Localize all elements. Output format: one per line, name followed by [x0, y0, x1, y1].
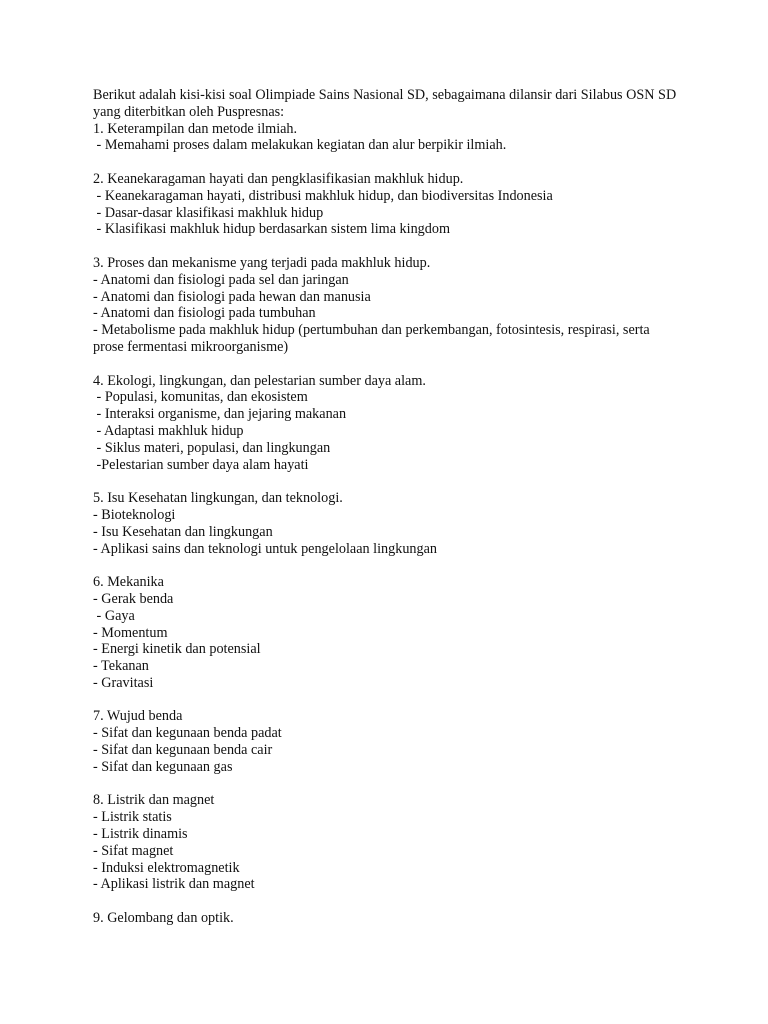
list-item: - Interaksi organisme, dan jejaring makanan: [93, 406, 347, 423]
section-heading: 1. Keterampilan dan metode ilmiah.: [93, 120, 298, 137]
list-item: - Klasifikasi makhluk hidup berdasarkan sistem lima kingdom: [93, 221, 450, 238]
list-item: - Listrik dinamis: [93, 826, 188, 843]
section-heading: 4. Ekologi, lingkungan, dan pelestarian sumber daya alam.: [93, 372, 426, 389]
section-heading: 6. Mekanika: [93, 574, 164, 591]
section-2: [93, 171, 683, 238]
list-item: - Sifat magnet: [93, 842, 174, 859]
list-item: - Metabolisme pada makhluk hidup (pertumbuhan dan perkembangan, fotosintesis, respirasi, serta prose fermentasi mikroorganisme): [93, 322, 650, 355]
section-1: [93, 121, 683, 155]
list-item: - Sifat dan kegunaan benda cair: [93, 742, 273, 759]
list-item: - Energi kinetik dan potensial: [93, 641, 261, 658]
list-item: - Gerak benda: [93, 590, 174, 607]
list-item: - Tekanan: [93, 658, 149, 675]
section-heading: 8. Listrik dan magnet: [93, 792, 215, 809]
section-5: [93, 490, 683, 557]
section-6: [93, 574, 683, 692]
section-heading: 7. Wujud benda: [93, 708, 183, 725]
list-item: - Aplikasi listrik dan magnet: [93, 876, 255, 893]
section-heading: 9. Gelombang dan optik.: [93, 910, 234, 927]
list-item: - Induksi elektromagnetik: [93, 859, 240, 876]
list-item: - Gaya: [93, 607, 135, 624]
list-item: - Aplikasi sains dan teknologi untuk pengelolaan lingkungan: [93, 540, 437, 557]
list-item: - Keanekaragaman hayati, distribusi makhluk hidup, dan biodiversitas Indonesia: [93, 187, 553, 204]
list-item: - Bioteknologi: [93, 506, 176, 523]
section-4: [93, 373, 683, 474]
section-8: [93, 792, 683, 893]
list-item: - Populasi, komunitas, dan ekosistem: [93, 389, 308, 406]
list-item: - Sifat dan kegunaan benda padat: [93, 725, 282, 742]
intro-paragraph: Berikut adalah kisi-kisi soal Olimpiade Sains Nasional SD, sebagaimana dilansir dari Silabus OSN SD yang diterbitkan oleh Puspresnas:: [93, 87, 680, 120]
list-item: -Pelestarian sumber daya alam hayati: [93, 456, 309, 473]
section-3: [93, 255, 683, 356]
list-item: - Listrik statis: [93, 809, 172, 826]
document-page: [93, 87, 683, 927]
section-heading: 5. Isu Kesehatan lingkungan, dan teknologi.: [93, 490, 343, 507]
list-item: - Sifat dan kegunaan gas: [93, 758, 233, 775]
section-heading: 2. Keanekaragaman hayati dan pengklasifikasian makhluk hidup.: [93, 170, 464, 187]
section-7: [93, 708, 683, 775]
list-item: - Anatomi dan fisiologi pada tumbuhan: [93, 305, 316, 322]
section-9: [93, 910, 683, 927]
list-item: - Anatomi dan fisiologi pada hewan dan manusia: [93, 288, 371, 305]
list-item: - Dasar-dasar klasifikasi makhluk hidup: [93, 204, 324, 221]
list-item: - Anatomi dan fisiologi pada sel dan jaringan: [93, 271, 349, 288]
list-item: - Siklus materi, populasi, dan lingkungan: [93, 439, 331, 456]
list-item: - Momentum: [93, 624, 168, 641]
list-item: - Memahami proses dalam melakukan kegiatan dan alur berpikir ilmiah.: [93, 137, 507, 154]
list-item: - Adaptasi makhluk hidup: [93, 422, 244, 439]
list-item: - Isu Kesehatan dan lingkungan: [93, 523, 273, 540]
list-item: - Gravitasi: [93, 674, 154, 691]
section-heading: 3. Proses dan mekanisme yang terjadi pada makhluk hidup.: [93, 254, 431, 271]
